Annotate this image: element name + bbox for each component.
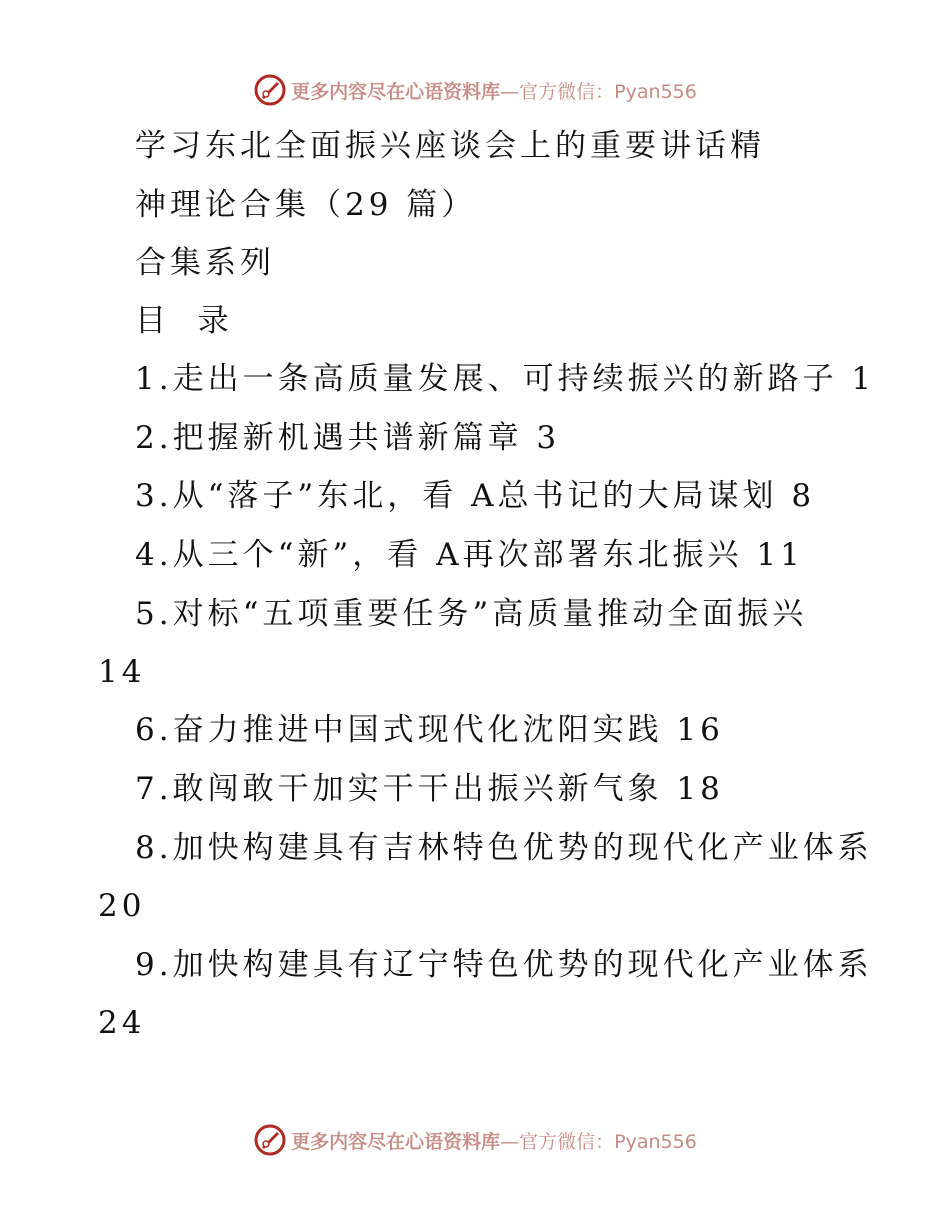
- toc-entry: 4.从三个“新”，看 A再次部署东北振兴 11: [135, 537, 804, 573]
- quill-logo-icon: [253, 73, 287, 107]
- watermark-footer: [0, 1120, 950, 1160]
- watermark-sub-text: —官方微信：Pyan556: [500, 1130, 697, 1153]
- toc-heading: 目 录: [135, 303, 233, 339]
- toc-entry: 7.敢闯敢干加实干干出振兴新气象 18: [135, 771, 724, 807]
- toc-entry-page-number: 24: [98, 1005, 146, 1041]
- toc-entry: 1.走出一条高质量发展、可持续振兴的新路子 1: [135, 361, 876, 397]
- quill-logo-icon: [253, 1123, 287, 1157]
- doc-title-line-1: 学习东北全面振兴座谈会上的重要讲话精: [135, 128, 765, 164]
- series-label: 合集系列: [135, 245, 275, 281]
- watermark-header: [0, 70, 950, 110]
- toc-entry-page-number: 20: [98, 888, 146, 924]
- doc-title-line-2: 神理论合集（29 篇）: [135, 187, 477, 223]
- watermark-main-text: 更多内容尽在心语资料库: [291, 1130, 501, 1153]
- toc-entry: 2.把握新机遇共谱新篇章 3: [135, 420, 561, 456]
- toc-entry: 8.加快构建具有吉林特色优势的现代化产业体系: [135, 830, 873, 866]
- toc-entry: 5.对标“五项重要任务”高质量推动全面振兴: [135, 596, 808, 632]
- toc-entry-page-number: 14: [98, 654, 146, 690]
- toc-entry: 6.奋力推进中国式现代化沈阳实践 16: [135, 712, 724, 748]
- toc-entry: 9.加快构建具有辽宁特色优势的现代化产业体系: [135, 947, 873, 983]
- watermark-sub-text: —官方微信：Pyan556: [500, 80, 697, 103]
- watermark-main-text: 更多内容尽在心语资料库: [291, 80, 501, 103]
- toc-entry: 3.从“落子”东北，看 A总书记的大局谋划 8: [135, 478, 816, 514]
